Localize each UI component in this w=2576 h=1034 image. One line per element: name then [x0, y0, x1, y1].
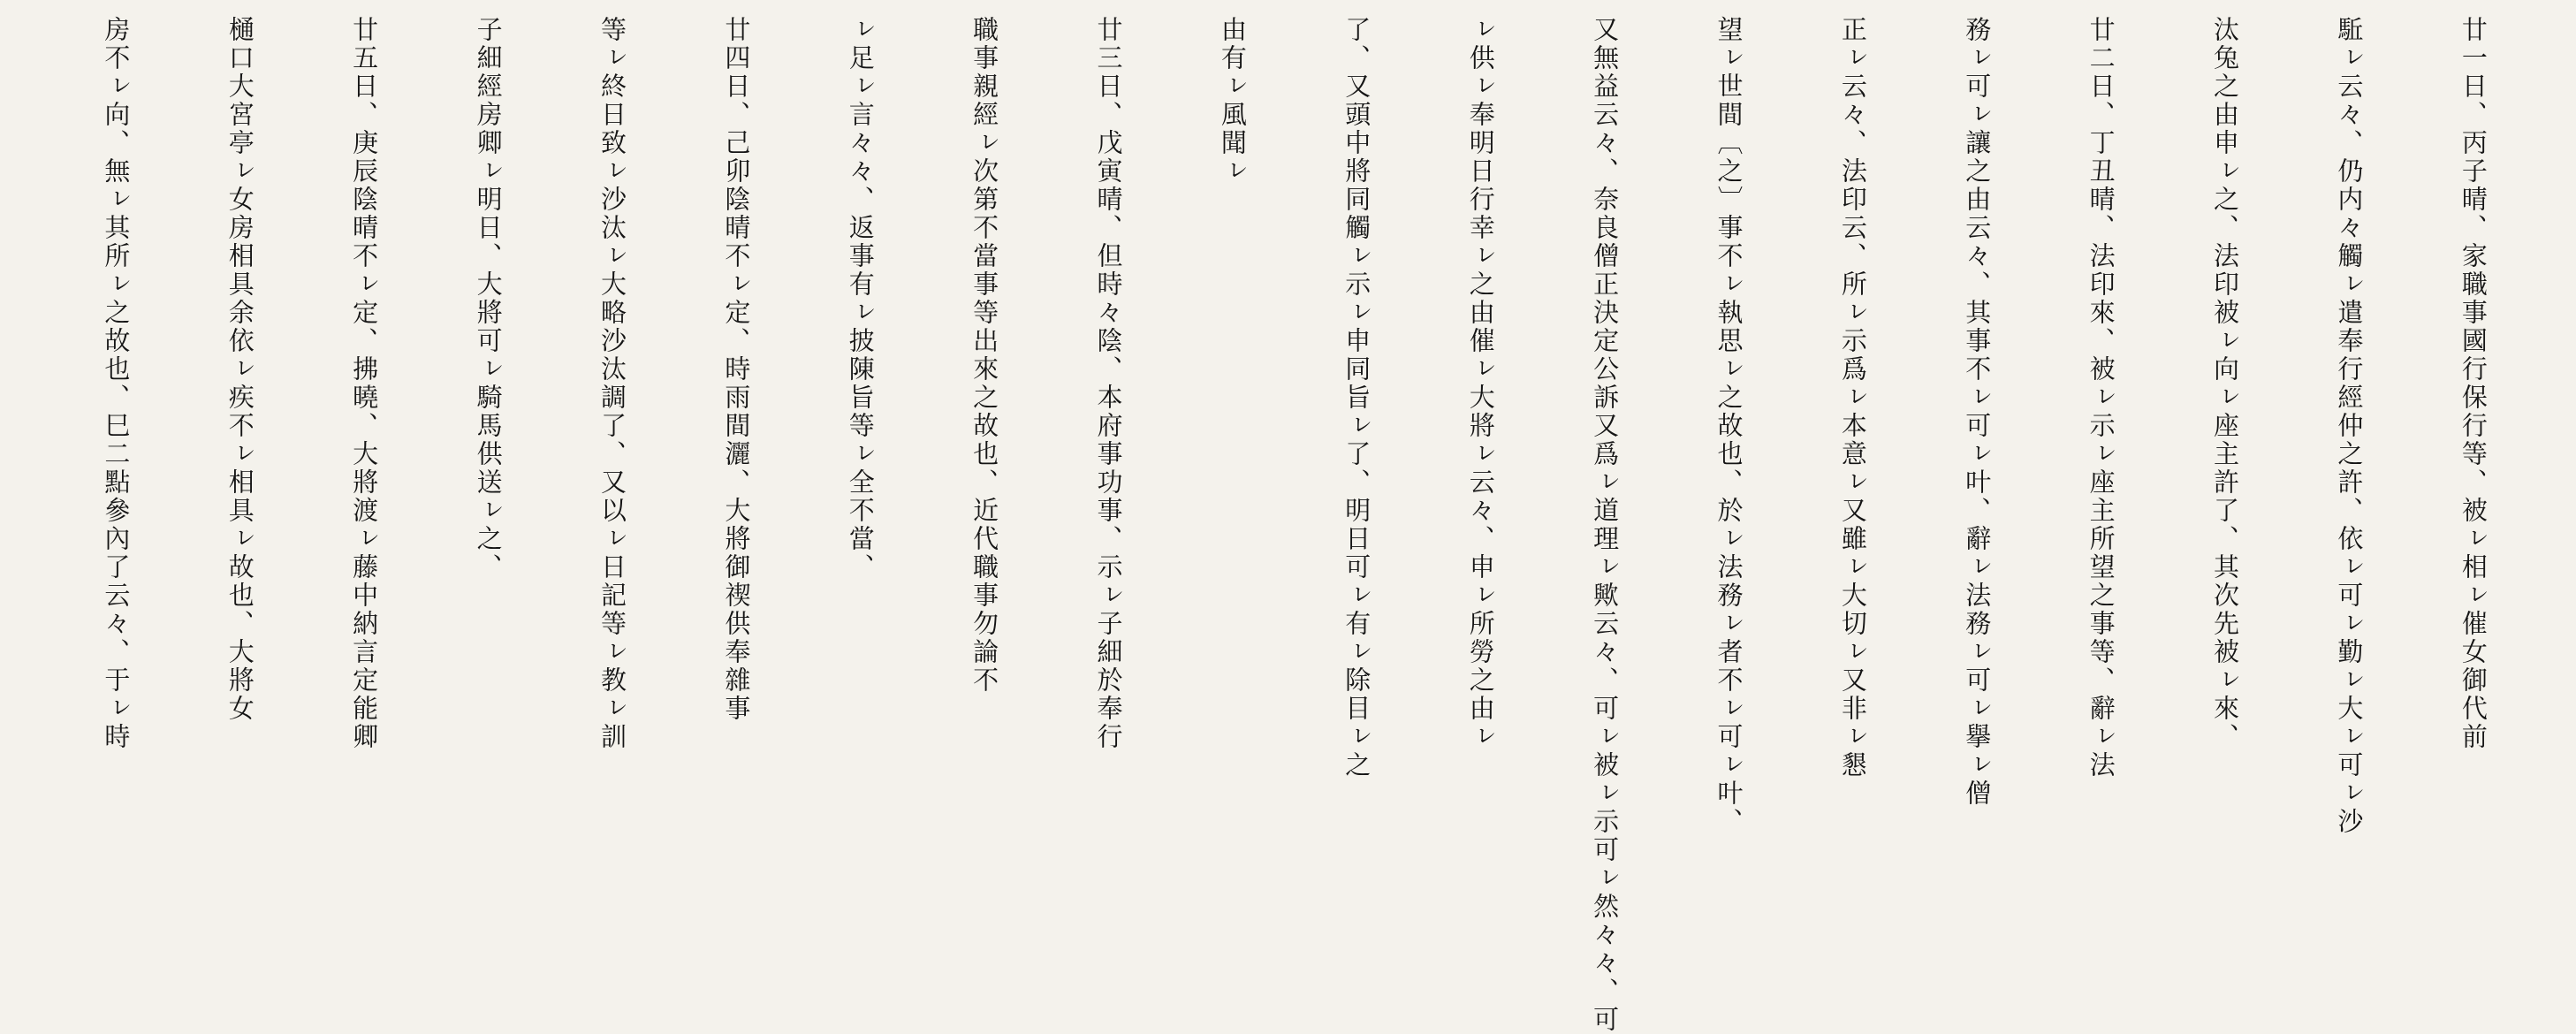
text-column: 廿三日、戊寅晴、但時々陰、本府事功事、示ㇾ子細於奉行 — [1093, 16, 1124, 751]
text-column: 正ㇾ云々、法印云、所ㇾ示爲ㇾ本意ㇾ又雖ㇾ大切ㇾ又非ㇾ懇 — [1837, 16, 1868, 779]
text-column: 了、又頭中將同觸ㇾ示ㇾ申同旨ㇾ了、明日可ㇾ有ㇾ除目ㇾ之 — [1341, 16, 1372, 779]
text-column: 廿四日、己卯陰晴不ㇾ定、時雨間灑、大將御禊供奉雜事 — [721, 16, 752, 723]
text-column: ㇾ供ㇾ奉明日行幸ㇾ之由催ㇾ大將ㇾ云々、申ㇾ所勞之由ㇾ — [1465, 16, 1496, 751]
text-column: 樋口大宮亭ㇾ女房相具余依ㇾ疾不ㇾ相具ㇾ故也、大將女 — [224, 16, 255, 723]
text-column: 子細經房卿ㇾ明日、大將可ㇾ騎馬供送ㇾ之、 — [473, 16, 504, 582]
text-column: 望ㇾ世間〔之〕事不ㇾ執思ㇾ之故也、於ㇾ法務ㇾ者不ㇾ可ㇾ叶、 — [1714, 16, 1744, 836]
text-column: 廿二日、丁丑晴、法印來、被ㇾ示ㇾ座主所望之事等、辭ㇾ法 — [2086, 16, 2116, 779]
text-column: 職事親經ㇾ次第不當事等出來之故也、近代職事勿論不 — [969, 16, 1000, 695]
text-column: 廿五日、庚辰陰晴不ㇾ定、拂曉、大將渡ㇾ藤中納言定能卿 — [349, 16, 380, 751]
text-column: 房不ㇾ向、無ㇾ其所ㇾ之故也、巳二點參內了云々、于ㇾ時 — [101, 16, 132, 751]
vertical-text-block — [12, 16, 2576, 1034]
text-column: 廿一日、丙子晴、家職事國行保行等、被ㇾ相ㇾ催女御代前 — [2458, 16, 2489, 751]
text-column: ㇾ足ㇾ言々々、返事有ㇾ披陳旨等ㇾ全不當、 — [845, 16, 876, 582]
text-column: 汰兔之由申ㇾ之、法印被ㇾ向ㇾ座主許了、其次先被ㇾ來、 — [2210, 16, 2241, 751]
text-column: 務ㇾ可ㇾ讓之由云々、其事不ㇾ可ㇾ叶、辭ㇾ法務ㇾ可ㇾ擧ㇾ僧 — [1962, 16, 1993, 808]
text-column: 駈ㇾ云々、仍内々觸ㇾ遣奉行經仲之許、依ㇾ可ㇾ勤ㇾ大ㇾ可ㇾ沙 — [2334, 16, 2365, 836]
text-column: 又無益云々、奈良僧正決定公訴又爲ㇾ道理ㇾ歟云々、可ㇾ被ㇾ示可ㇾ然々々、可 — [1590, 16, 1621, 1034]
text-column: 等ㇾ終日致ㇾ沙汰ㇾ大略沙汰調了、又以ㇾ日記等ㇾ教ㇾ訓 — [597, 16, 627, 751]
text-column: 由有ㇾ風聞ㇾ — [1217, 16, 1248, 186]
